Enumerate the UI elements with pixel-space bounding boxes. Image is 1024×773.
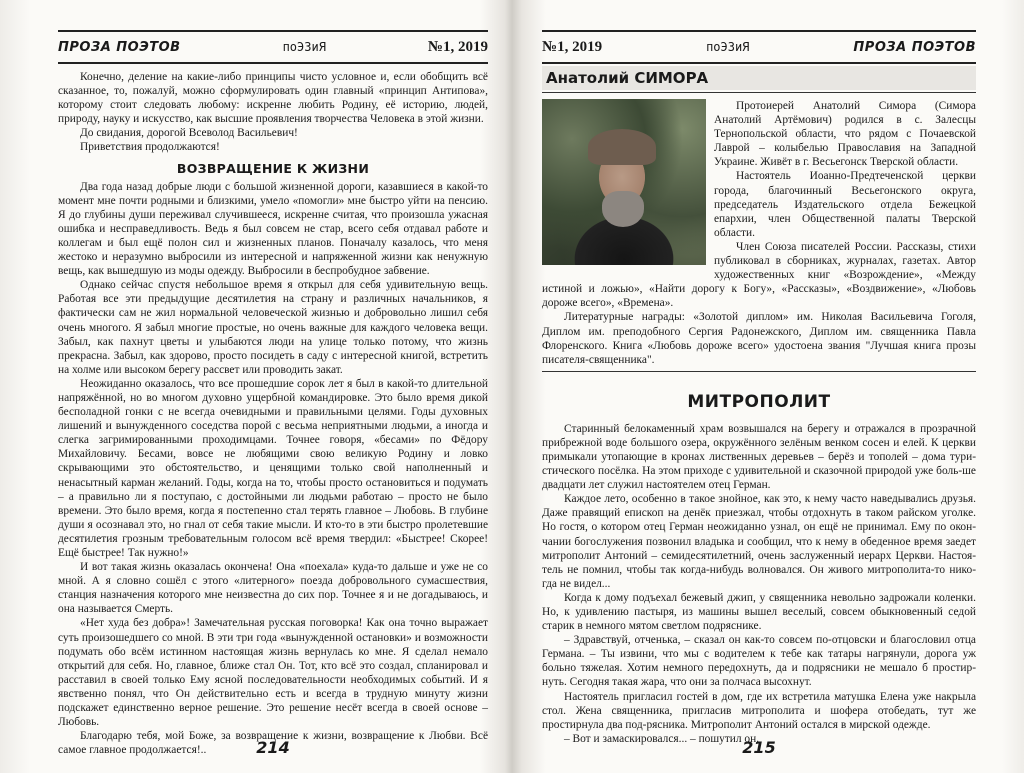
author-bio (542, 92, 976, 372)
author-name: Анатолий СИМОРА (542, 66, 976, 90)
story-paragraph: Старинный белокаменный храм возвышался на берегу и отражался в прозрачной прибрежной воде большого озера, окружённого зелёным венком сосен и елей. К церкви примыкали утопающие в кронах лиственных деревьев – берёз и тополей – дома тури-стического посёлка. На этом приходе с удивительной и сказочной природой уже боль-ше двадцати лет служил настоятелем отец Герман. (542, 422, 976, 492)
intro-paragraph: Конечно, деление на какие-либо принципы чисто условное и, если обобщить всё сказанное, то, пожалуй, можно сформулировать один главный «принцип Антипова», которому стоит следовать любому: искренне любить Родину, её историю, людей, природу, науку и искусство, как высшие проявления творчества Человека в этой жизни. (58, 71, 488, 126)
body-paragraph: И вот такая жизнь оказалась окончена! Она «поехала» куда-то дальше и уже не со мной. А я словно сошёл с этого «литерного» поезда добровольного сумасшествия, станция назначения которого мне неизвестна до сих пор. Точнее я и не догадываюсь, и она называется Смерть. (58, 561, 488, 616)
body-paragraph: Неожиданно оказалось, что все прошедшие сорок лет я был в какой-то длительной напряжённой, но во многом духовно ущербной командировке. Это было время дикой бесполадной гонки с не всегда очевидными и правильными целями. Годы духовных лишений и вынужденного соседства порой с весьма неприятными людьми, а иногда и слегка загримированными проходимцами. Точнее говоря, «бесами» по Фёдору Михайловичу. Бесами, вовсе не любящими свою великую Родину и ловко скрывающими это обстоятельство, и ценящими только свой наполненный и ненасытный карман желаний. Годы, когда на то, чтобы просто остановиться и подумать – а правильно ли я поступаю, с достойными ли людьми работаю – просто не было времени. Это было время, когда я постепенно стал терять главное – Любовь. В глубине души я осознавал это, но гнал от себя такие мысли. И кто-то в эти быстро пролетевшие десятилетия грозным требовательным голосом всё время твердил: «Быстрее! Скорее! Ещё быстрее! Так нужно!» (58, 377, 488, 559)
story-title: МИТРОПОЛИТ (687, 391, 831, 412)
left-header-magazine: поЭЗиЯ (282, 40, 326, 54)
body-paragraph: Два года назад добрые люди с большой жизненной дороги, казавшиеся в какой-то момент мне почти родными и близкими, умело «помогли» мне быстро уйти на пенсию. Я до глубины души переживал случившееся, искренне считая, что произошла ужасная ошибка и несправедливость. Ведь я был совсем не стар, всего себя отдавал работе и коллегам и был ещё полон сил и жизненных планов. Поначалу казалось, что меня жестоко и неразумно выбросили из интересной и напряженной жизни как ненужную вещь, как вышедшую из моды одежду. Выбросили в беспробудное забвение. (58, 180, 488, 278)
right-page (512, 0, 1024, 773)
author-portrait-icon (542, 99, 706, 265)
bio-paragraph: Литературные награды: «Золотой диплом» им. Николая Васильевича Гоголя, Диплом им. преподобного Сергия Радонежского, Диплом им. священника Павла Флоренского. Книга «Любовь дороже всего» удостоена звания "Лучшая книга прозы писателя-священника". (542, 311, 976, 366)
story-body (542, 422, 976, 746)
bio-paragraph: Протоиерей Анатолий Симора (Симора Анатолий Артёмович) родился в с. Залесцы Тернопольской области, что рядом с Почаевской Лаврой – колыбелью Православия на Западной Украине. Живёт в г. Весьегонск Тверской области. (714, 100, 976, 169)
story-paragraph: – Здравствуй, отченька, – сказал он как-то совсем по-отцовски и благословил отца Германа. – Ты извини, что мы с водителем к тебе как татары нагрянули, дорога уж больно тяжелая. Хотим немного передохнуть, да и подрясники не мешало б простир-нуть. Сегодня такая жара, что они за полчаса высохнут. (542, 634, 976, 689)
body-paragraph: «Нет худа без добра»! Замечательная русская поговорка! Как она точно выражает суть произошедшего со мной. В эти три года «вынужденной остановки» и возможности подумать обо всём истинном настоящая жизнь вернулась ко мне. Я сделал немало открытий для себя. Но, главное, ближе стал Он. Тот, кто всё это создал, спланировал и расставил в своей только Ему ясной последовательности необходимых событий. И я явственно понял, что Он действительно есть и всегда в трудную минуту жизни подскажет единственно верное решение. Это решение несёт всегда в своей основе – Любовь. (58, 617, 488, 729)
right-page-number: 215 (742, 738, 776, 757)
right-header-section: ПРОЗА ПОЭТОВ (853, 39, 976, 55)
body-paragraph: Однако сейчас спустя небольшое время я открыл для себя удивительную вещь. Работая все эти предыдущие десятилетия на страну и различных начальников, я фактически сам не жил нормальной человеческой жизнью и добровольно лишил себя очень многого. Я забыл многие простые, но очень важные для каждого человека вещи. Забыл, как пахнут цветы и улыбаются люди на улице только потому, что жизнь прекрасна. Забыл, как здорово, просто посидеть в саду с интересной книгой, встретить на холме или высоком берегу рассвет или проводить закат. (58, 279, 488, 376)
left-body (58, 70, 488, 757)
intro-paragraph: До свидания, дорогой Всеволод Васильевич! (80, 127, 298, 140)
right-header-magazine: поЭЗиЯ (706, 40, 750, 54)
left-header-section: ПРОЗА ПОЭТОВ (58, 39, 181, 55)
right-header-issue: №1, 2019 (542, 38, 603, 55)
section-title: ВОЗВРАЩЕНИЕ К ЖИЗНИ (176, 160, 370, 176)
left-header-issue: №1, 2019 (427, 38, 488, 55)
left-running-header (58, 30, 488, 64)
intro-paragraph: Приветствия продолжаются! (80, 141, 220, 154)
right-running-header (542, 30, 976, 64)
bio-paragraph: Настоятель Иоанно-Предтеченской церкви города, благочинный Весьегонского округа, председатель Издательского отдела Бежецкой епархии, член Общественной палаты Тверской области. (714, 170, 976, 239)
story-paragraph: Настоятель пригласил гостей в дом, где их встретила матушка Елена уже накрыла стол. Жена священника, пригласив митрополита и шофера отобедать, тут же простирнула два под-рясника. Митрополит Антоний остался в мирской одежде. (542, 690, 976, 731)
left-page-number: 214 (256, 738, 290, 757)
body-paragraph: Благодарю тебя, мой Боже, за возвращение к жизни, возвращение к Любви. Всё самое главное продолжается!.. (58, 730, 488, 757)
story-paragraph: Каждое лето, особенно в такое знойное, как это, к нему часто наведывались друзья. Даже правящий епископ на денёк приезжал, чтобы отдохнуть в таком райском уголке. Но гостя, о котором отец Герман неожиданно узнал, он ещё не принимал. Ему по окон-чании богослужения позвонил владыка и сообщил, что к нему в обеденное время заедет митрополит Антоний – семидесятилетний, очень заслуженный иерарх Церкви. Настоя-тель не помнил, чтобы так когда-нибудь волновался. Он живого митрополита-то нико-гда не видел... (542, 493, 976, 590)
bio-paragraph: Член Союза писателей России. Рассказы, стихи публиковал в сборниках, журналах, газетах. Автор художественных книг «Возрождение», «Между истиной и ложью», «Найти дорогу к Богу», «Рассказы», «Воздвижение», «Любовь дороже всего», «Времена». (542, 240, 976, 310)
story-paragraph: Когда к дому подъехал бежевый джип, у священника невольно задрожали коленки. Но, к удивлению пастыря, из машины вышел веселый, совсем обыкновенный седой старик в немного мятом светлом подряснике. (542, 591, 976, 633)
story-paragraph: – Вот и замаскировался... – пошутил он. (564, 732, 760, 745)
